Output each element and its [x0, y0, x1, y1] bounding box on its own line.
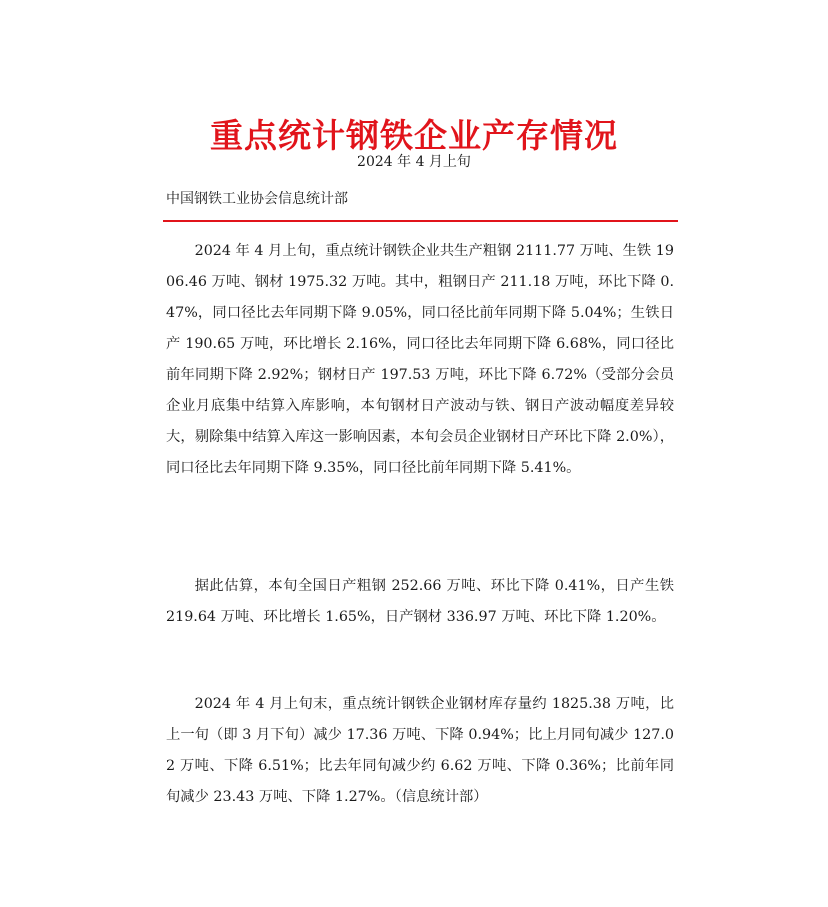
paragraph-inventory: 2024 年 4 月上旬末，重点统计钢铁企业钢材库存量约 1825.38 万吨，比上一旬（即 3 月下旬）减少 17.36 万吨、下降 0.94%；比上月同旬减少 127.02 万吨、下降 6.51%；比去年同旬减少约 6.62 万吨、下降 0.36%；比前年同旬减少 23.43 万吨、下降 1.27%。（信息统计部） — [166, 696, 674, 805]
red-divider-line — [163, 220, 678, 222]
paragraph-national-estimate: 据此估算，本旬全国日产粗钢 252.66 万吨、环比下降 0.41%，日产生铁 219.64 万吨、环比增长 1.65%，日产钢材 336.97 万吨、环比下降 1.20%。 — [166, 578, 674, 625]
paragraph-production: 2024 年 4 月上旬，重点统计钢铁企业共生产粗钢 2111.77 万吨、生铁 1906.46 万吨、钢材 1975.32 万吨。其中，粗钢日产 211.18 万吨，环比下降 0.47%，同口径比去年同期下降 9.05%，同口径比前年同期下降 5.04%；生铁日产 190.65 万吨，环比增长 2.16%，同口径比去年同期下降 6.68%，同口径比前年同期下降 2.92%；钢材日产 197.53 万吨，环比下降 6.72%（受部分会员企业月底集中结算入库影响，本旬钢材日产波动与铁、钢日产波动幅度差异较大，剔除集中结算入库这一影响因素，本旬会员企业钢材日产环比下降 2.0%），同口径比去年同期下降 9.35%，同口径比前年同期下降 5.41%。 — [166, 243, 674, 476]
document-title: 重点统计钢铁企业产存情况 — [210, 116, 618, 156]
document-date: 2024 年 4 月上旬 — [357, 154, 471, 170]
organization-name: 中国钢铁工业协会信息统计部 — [166, 191, 348, 207]
